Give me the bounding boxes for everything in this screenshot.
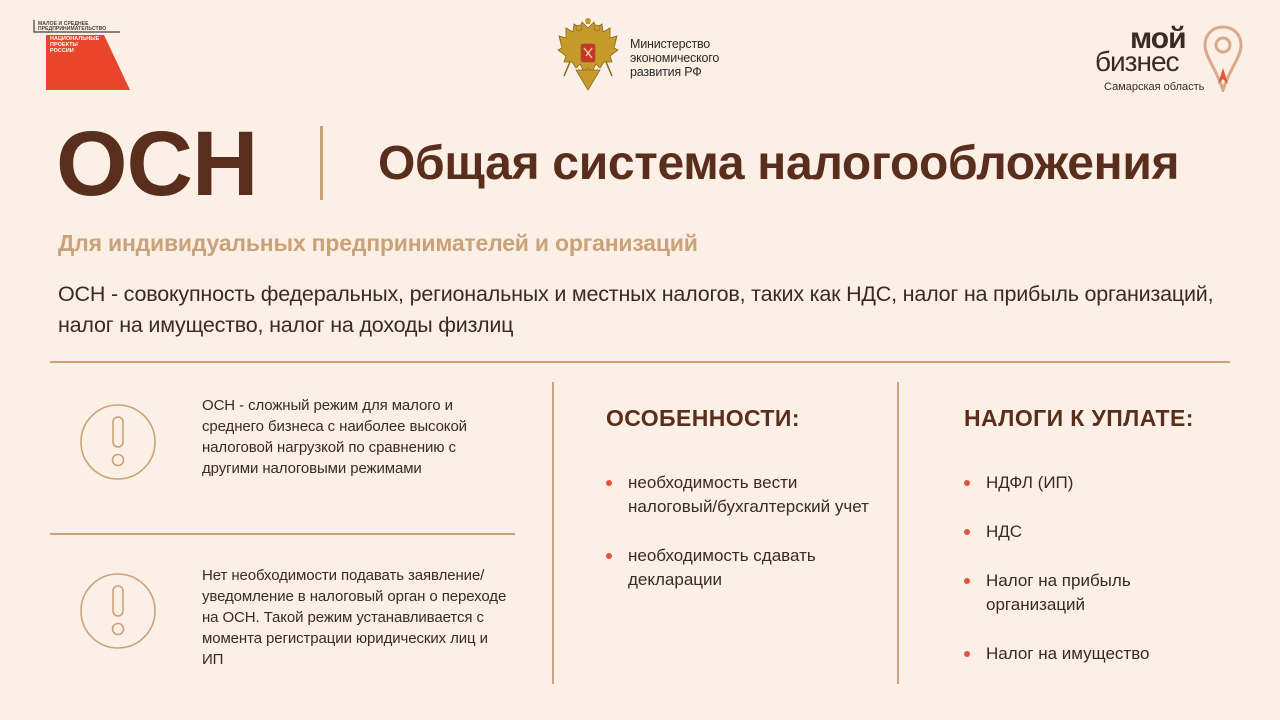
moi-biznes-word1: мой [1130, 22, 1186, 55]
column-divider-1 [552, 382, 554, 684]
np-logo-line1: МАЛОЕ И СРЕДНЕЕ ПРЕДПРИНИМАТЕЛЬСТВО [38, 21, 107, 33]
national-projects-logo [32, 18, 132, 92]
list-item [964, 471, 1224, 495]
title-abbreviation: ОСН [56, 113, 258, 215]
bullet-dot [964, 578, 970, 584]
ministry-name [630, 37, 719, 79]
bullet-dot [606, 553, 612, 559]
feature-text: необходимость сдавать декларации [628, 546, 816, 589]
note-complex-regime: ОСН - сложный режим для малого и среднего бизнеса с наиболее высокой налоговой нагрузкой по сравнению с другими налоговыми режимами [202, 397, 467, 477]
notes-divider [50, 533, 515, 535]
features-list [606, 471, 886, 617]
feature-text: необходимость вести налоговый/бухгалтерский учет [628, 473, 869, 516]
subtitle: Для индивидуальных предпринимателей и организаций [58, 230, 698, 256]
column-divider-2 [897, 382, 899, 684]
taxes-list [964, 471, 1224, 691]
moi-biznes-region: Самарская область [1104, 81, 1205, 93]
exclamation-icon [79, 572, 157, 650]
features-heading: ОСОБЕННОСТИ: [606, 405, 800, 431]
tax-text: НДФЛ (ИП) [986, 473, 1074, 492]
exclamation-icon [79, 403, 157, 481]
bullet-dot [964, 529, 970, 535]
double-headed-eagle-icon [556, 18, 620, 96]
bullet-dot [606, 480, 612, 486]
list-item [964, 520, 1224, 544]
tax-text: НДС [986, 522, 1023, 541]
ministry-line2: экономического [630, 51, 720, 65]
ministry-line3: развития РФ [630, 65, 702, 79]
description: ОСН - совокупность федеральных, региональных и местных налогов, таких как НДС, налог на прибыль организаций, налог на имущество, налог на доходы физлиц [58, 282, 1214, 337]
tax-text: Налог на имущество [986, 644, 1150, 663]
list-item [606, 544, 886, 592]
bullet-dot [964, 651, 970, 657]
note-no-application: Нет необходимости подавать заявление/уведомление в налоговый орган о переходе на ОСН. Такой режим устанавливается с момента регистрации юридических лиц и ИП [202, 567, 507, 668]
list-item [964, 642, 1224, 666]
moi-biznes-word2: бизнес [1095, 46, 1179, 77]
tax-text: Налог на прибыль организаций [986, 571, 1131, 614]
ministry-line1: Министерство [630, 37, 711, 51]
title-divider [320, 126, 323, 200]
location-pin-icon [1202, 24, 1244, 92]
np-logo-line2: НАЦИОНАЛЬНЫЕ ПРОЕКТЫ РОССИИ [50, 36, 100, 54]
list-item [964, 569, 1224, 617]
list-item [606, 471, 886, 519]
section-divider [50, 361, 1230, 363]
page-title: Общая система налогообложения [378, 137, 1180, 190]
bullet-dot [964, 480, 970, 486]
taxes-heading: НАЛОГИ К УПЛАТЕ: [964, 405, 1194, 431]
